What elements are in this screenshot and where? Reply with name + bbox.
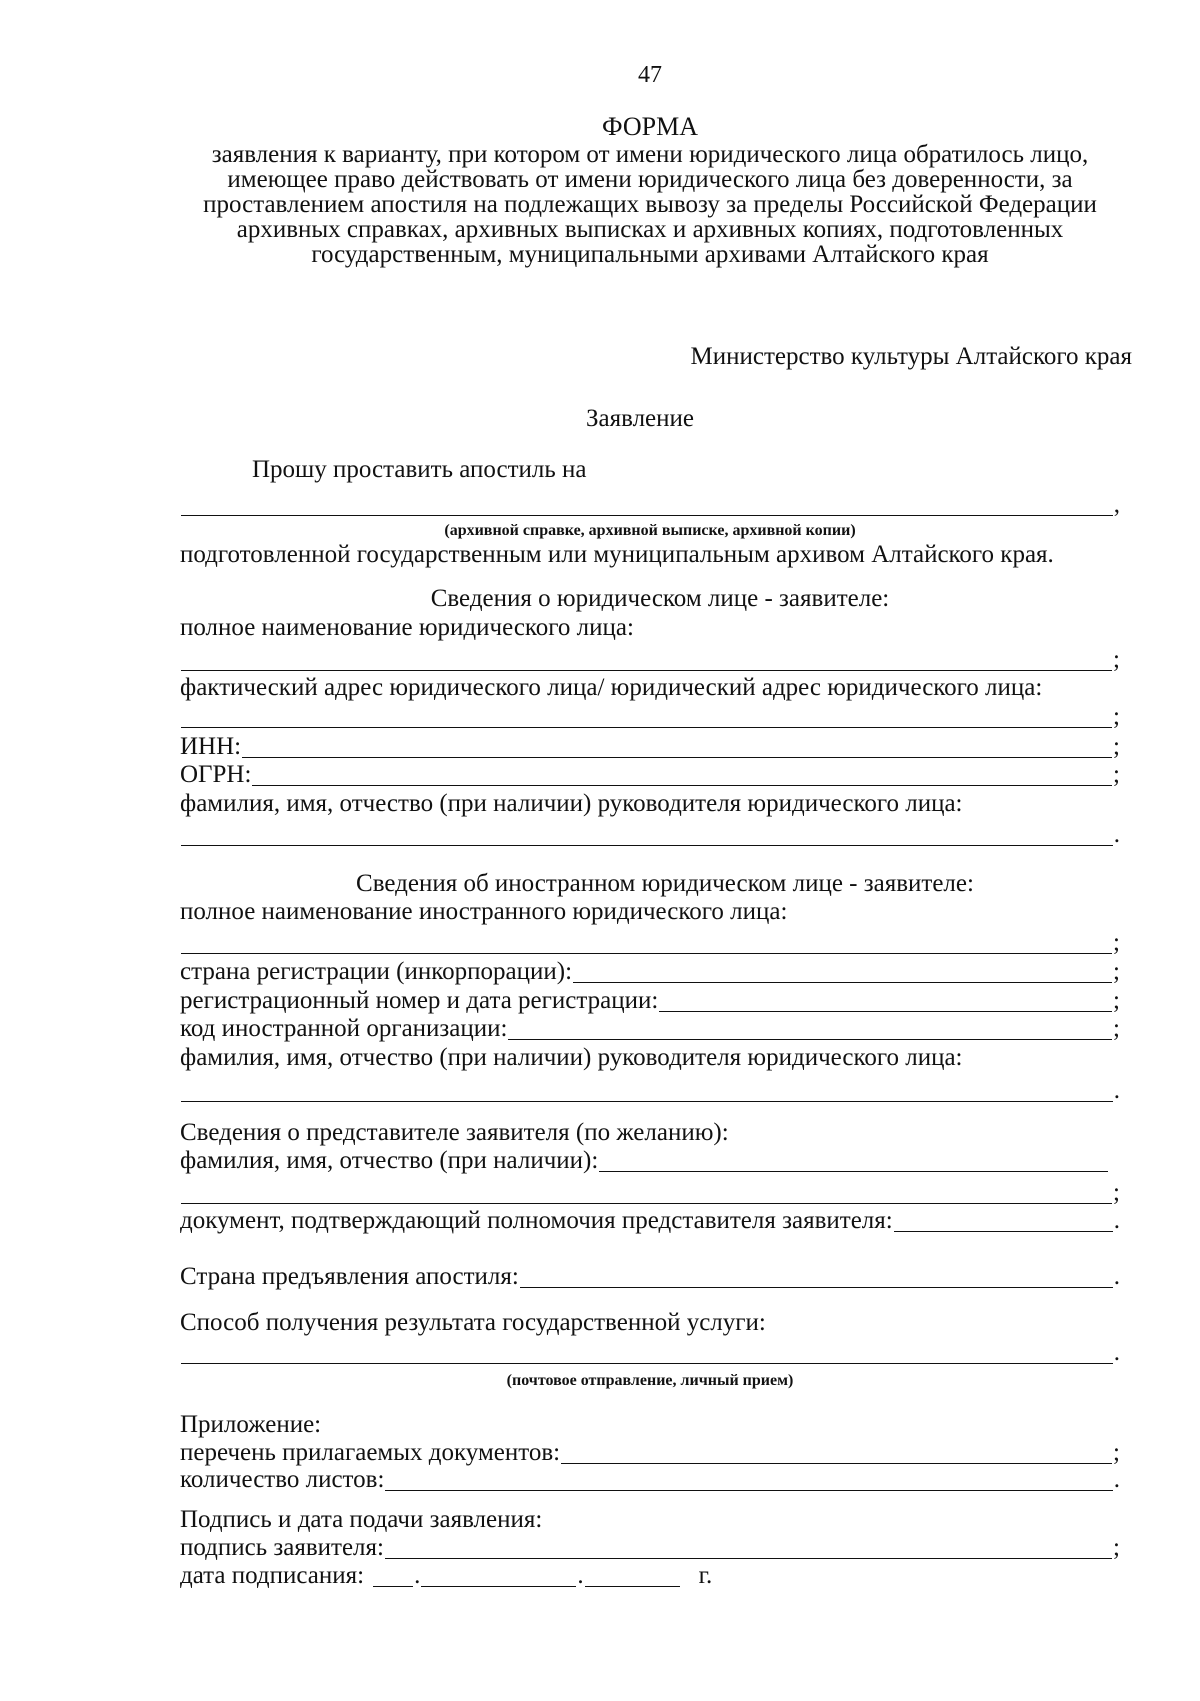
semicolon-mark: ; bbox=[1113, 1015, 1120, 1042]
semicolon-mark: ; bbox=[1113, 987, 1120, 1014]
representative-name-label: фамилия, имя, отчество (при наличии): bbox=[180, 1147, 599, 1174]
legal-entity-address-label-line bbox=[180, 673, 1120, 703]
legal-entity-head-field[interactable] bbox=[181, 823, 1113, 846]
comma-mark: , bbox=[1113, 491, 1120, 518]
document-type-caption: (архивной справке, архивной выписке, архивной копии) bbox=[444, 522, 856, 539]
page-number: 47 bbox=[638, 62, 662, 88]
document-type-field[interactable] bbox=[181, 493, 1113, 516]
legal-entity-name-line bbox=[180, 645, 1120, 675]
legal-entity-name-label: полное наименование юридического лица: bbox=[180, 614, 634, 641]
semicolon-mark: ; bbox=[1113, 929, 1120, 956]
semicolon-mark: ; bbox=[1113, 703, 1120, 730]
org-code-line bbox=[180, 1014, 1120, 1044]
result-method-caption: (почтовое отправление, личный прием) bbox=[506, 1372, 794, 1389]
foreign-entity-head-label: фамилия, имя, отчество (при наличии) руководителя юридического лица: bbox=[180, 1044, 963, 1071]
request-continuation bbox=[180, 540, 1120, 570]
inn-field[interactable] bbox=[242, 735, 1112, 758]
representative-document-line bbox=[180, 1206, 1120, 1236]
inn-line bbox=[180, 732, 1120, 762]
period-mark: . bbox=[1113, 1077, 1120, 1104]
representative-document-label: документ, подтверждающий полномочия представителя заявителя: bbox=[180, 1207, 893, 1234]
representative-section-line bbox=[180, 1118, 1120, 1148]
sheets-count-field[interactable] bbox=[385, 1468, 1112, 1491]
representative-name-field[interactable] bbox=[599, 1149, 1108, 1172]
foreign-entity-section-title: Сведения об иностранном юридическом лице - заявителе: bbox=[356, 870, 974, 897]
result-method-label-line bbox=[180, 1308, 1120, 1338]
representative-name-line-2 bbox=[180, 1178, 1120, 1208]
date-day-field[interactable] bbox=[373, 1564, 413, 1587]
legal-entity-head-line bbox=[180, 820, 1120, 850]
representative-name-field-cont[interactable] bbox=[181, 1181, 1112, 1204]
legal-entity-name-label-line bbox=[180, 613, 1120, 643]
legal-entity-address-field[interactable] bbox=[181, 705, 1112, 728]
signing-date-line bbox=[180, 1561, 1120, 1591]
representative-section-title: Сведения о представителе заявителя (по желанию): bbox=[180, 1119, 729, 1146]
request-line bbox=[180, 455, 1120, 485]
attachment-list-label: перечень прилагаемых документов: bbox=[180, 1439, 561, 1466]
ogrn-label: ОГРН: bbox=[180, 761, 252, 788]
period-mark: . bbox=[1113, 821, 1120, 848]
legal-entity-head-label: фамилия, имя, отчество (при наличии) руководителя юридического лица: bbox=[180, 790, 963, 817]
reg-number-line bbox=[180, 986, 1120, 1016]
sheets-count-line bbox=[180, 1465, 1120, 1495]
country-registration-field[interactable] bbox=[573, 960, 1112, 983]
country-registration-label: страна регистрации (инкорпорации): bbox=[180, 958, 573, 985]
ogrn-field[interactable] bbox=[252, 763, 1112, 786]
apostille-country-field[interactable] bbox=[520, 1265, 1113, 1288]
signature-field[interactable] bbox=[385, 1536, 1112, 1559]
legal-entity-address-label: фактический адрес юридического лица/ юридический адрес юридического лица: bbox=[180, 674, 1043, 701]
period-mark: . bbox=[1113, 1263, 1120, 1290]
attachment-title-line bbox=[180, 1410, 1120, 1440]
period-mark: . bbox=[1113, 1466, 1120, 1493]
ogrn-line bbox=[180, 760, 1120, 790]
form-description: заявления к варианту, при котором от имени юридического лица обратилось лицо, имеющее право действовать от имени юридического лица без доверенности, за проставлением апостиля на подлежащих вывозу за пределы Российской Федерации архивных справках, архивных выписках и архивных копиях, подготовленных государственным, муниципальными архивами Алтайского края bbox=[203, 141, 1097, 268]
foreign-entity-head-field[interactable] bbox=[181, 1079, 1113, 1102]
foreign-entity-name-field[interactable] bbox=[181, 931, 1112, 954]
representative-document-field[interactable] bbox=[894, 1209, 1113, 1232]
foreign-entity-name-label: полное наименование иностранного юридического лица: bbox=[180, 898, 788, 925]
signature-title: Подпись и дата подачи заявления: bbox=[180, 1506, 543, 1533]
foreign-entity-name-label-line bbox=[180, 897, 1120, 927]
semicolon-mark: ; bbox=[1113, 1534, 1120, 1561]
request-fill-line bbox=[180, 490, 1120, 520]
sheets-count-label: количество листов: bbox=[180, 1466, 385, 1493]
legal-entity-head-label-line bbox=[180, 789, 1120, 819]
semicolon-mark: ; bbox=[1113, 958, 1120, 985]
apostille-country-line bbox=[180, 1262, 1120, 1292]
addressee: Министерство культуры Алтайского края bbox=[690, 343, 1132, 370]
attachment-list-field[interactable] bbox=[561, 1441, 1112, 1464]
foreign-entity-name-line bbox=[180, 928, 1120, 958]
period-mark: . bbox=[414, 1562, 421, 1589]
reg-number-label: регистрационный номер и дата регистрации: bbox=[180, 987, 659, 1014]
document-heading: Заявление bbox=[585, 405, 695, 432]
attachment-list-line bbox=[180, 1438, 1120, 1468]
date-month-field[interactable] bbox=[421, 1564, 576, 1587]
result-method-line bbox=[180, 1338, 1120, 1368]
semicolon-mark: ; bbox=[1113, 733, 1120, 760]
apostille-country-label: Страна предъявления апостиля: bbox=[180, 1263, 519, 1290]
result-method-label: Способ получения результата государственной услуги: bbox=[180, 1309, 766, 1336]
year-suffix: г. bbox=[698, 1562, 713, 1589]
signing-date-label: дата подписания: bbox=[180, 1562, 365, 1589]
signature-label: подпись заявителя: bbox=[180, 1534, 384, 1561]
form-title: ФОРМА bbox=[602, 112, 698, 141]
semicolon-mark: ; bbox=[1113, 646, 1120, 673]
legal-entity-address-line bbox=[180, 702, 1120, 732]
org-code-label: код иностранной организации: bbox=[180, 1015, 508, 1042]
date-year-field[interactable] bbox=[585, 1564, 680, 1587]
representative-name-line bbox=[180, 1146, 1120, 1176]
semicolon-mark: ; bbox=[1113, 1439, 1120, 1466]
attachment-title: Приложение: bbox=[180, 1411, 322, 1438]
inn-label: ИНН: bbox=[180, 733, 242, 760]
semicolon-mark: ; bbox=[1113, 761, 1120, 788]
legal-entity-name-field[interactable] bbox=[181, 648, 1112, 671]
foreign-entity-head-label-line bbox=[180, 1043, 1120, 1073]
period-mark: . bbox=[577, 1562, 584, 1589]
legal-entity-section-title: Сведения о юридическом лице - заявителе: bbox=[430, 585, 890, 612]
period-mark: . bbox=[1113, 1339, 1120, 1366]
org-code-field[interactable] bbox=[508, 1017, 1112, 1040]
country-registration-line bbox=[180, 957, 1120, 987]
signature-line bbox=[180, 1533, 1120, 1563]
reg-number-field[interactable] bbox=[659, 989, 1112, 1012]
semicolon-mark: ; bbox=[1113, 1179, 1120, 1206]
period-mark: . bbox=[1113, 1207, 1120, 1234]
result-method-field[interactable] bbox=[181, 1341, 1113, 1364]
request-continuation-text: подготовленной государственным или муниципальным архивом Алтайского края. bbox=[180, 541, 1054, 568]
foreign-entity-head-line bbox=[180, 1076, 1120, 1106]
form-header bbox=[200, 112, 1100, 267]
request-text: Прошу проставить апостиль на bbox=[252, 456, 587, 483]
signature-title-line bbox=[180, 1505, 1120, 1535]
